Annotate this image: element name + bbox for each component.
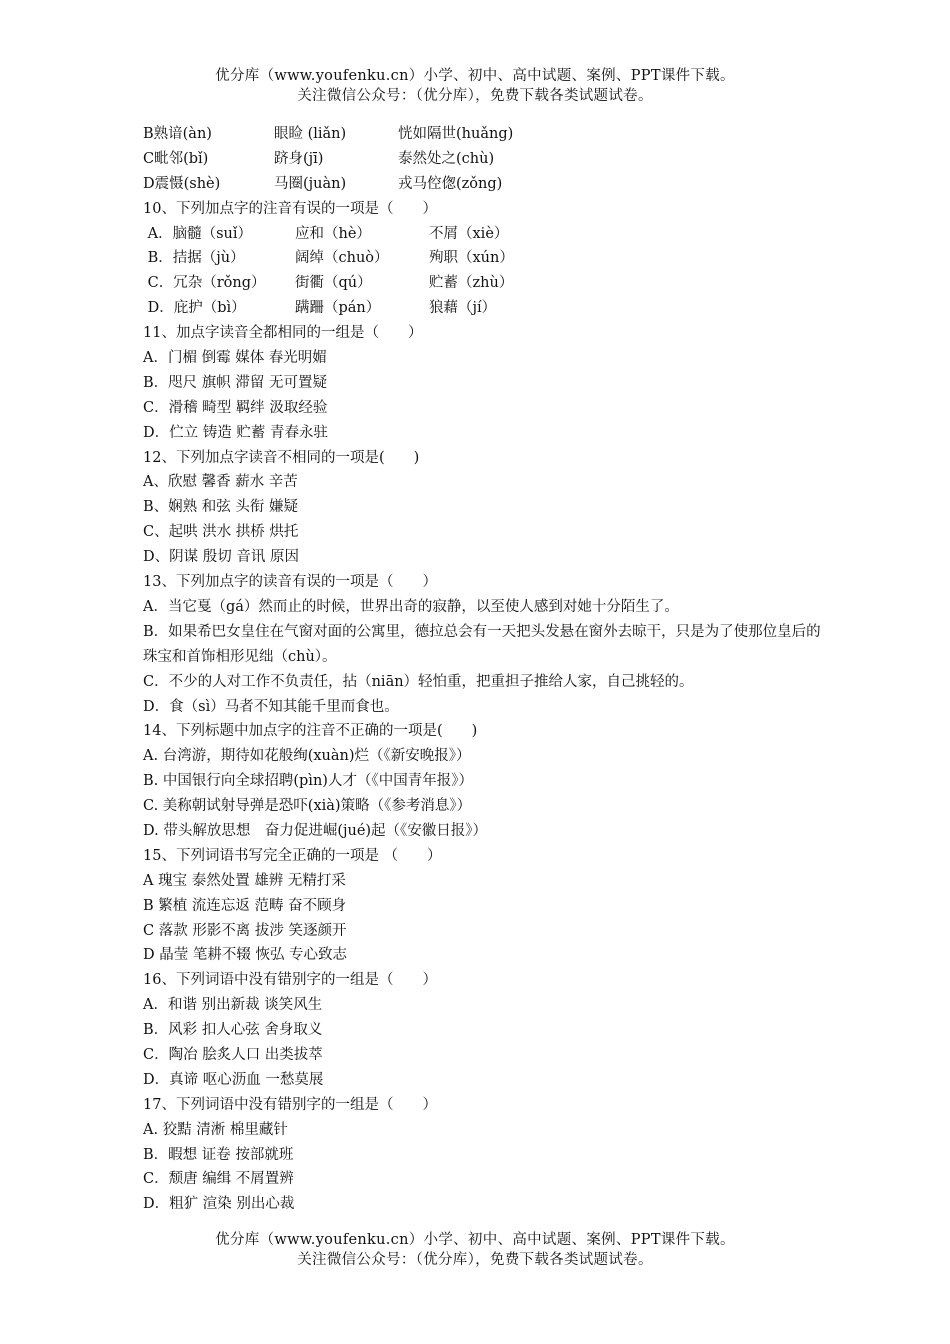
q11-option-b: B．咫尺 旗帜 滞留 无可置疑 [143,374,327,391]
q12-option-a: A、欣慰 馨香 薪水 辛苦 [143,474,298,491]
q12-option-b: B、娴熟 和弦 头衔 嫌疑 [143,499,298,516]
header-line-2: 关注微信公众号：（优分库），免费下载各类试题试卷。 [297,88,653,104]
q15-option-d: D 晶莹 笔耕不辍 恢弘 专心致志 [143,947,348,964]
q14-option-a: A. 台湾游，期待如花般绚(xuàn)烂（《新安晚报》） [143,748,471,765]
q14-option-d: D. 带头解放思想 奋力促进崛(jué)起（《安徽日报》） [143,822,488,839]
q14-stem: 14、下列标题中加点字的注音不正确的一项是( ) [143,723,478,740]
q15-option-c: C 落款 形影不离 拔涉 笑逐颜开 [143,922,347,939]
q16-option-c: C．陶冶 脍炙人口 出类拔萃 [143,1046,323,1063]
q11-option-d: D．伫立 铸造 贮蓄 青春永驻 [143,424,328,441]
page-footer [0,1230,950,1270]
q10-option-c: C．冗杂（rǒng） 街衢（qú） 贮蓄（zhù） [143,275,514,292]
q11-option-a: A．门楣 倒霉 媒体 春光明媚 [143,350,327,367]
q11-stem: 11、加点字读音全都相同的一组是（ ） [143,325,423,342]
q16-option-b: B．风彩 扣人心弦 舍身取义 [143,1022,323,1039]
q17-option-d: D．粗犷 渲染 别出心裁 [143,1196,295,1213]
q13-option-b: B．如果希巴女皇住在气窗对面的公寓里，德拉总会有一天把头发悬在窗外去晾干，只是为了使那位皇后的珠宝和首饰相形见绌（chù）。 [143,623,821,665]
q17-option-b: B．暇想 证卷 按部就班 [143,1146,294,1163]
q14-option-c: C. 美称朝试射导弹是恐吓(xià)策略（《参考消息》） [143,798,472,815]
q15-option-a: A 瑰宝 泰然处置 雄辨 无精打采 [143,872,346,889]
q14-option-b: B. 中国银行向全球招聘(pìn)人才（《中国青年报》） [143,773,473,790]
footer-line-2: 关注微信公众号：（优分库），免费下载各类试题试卷。 [297,1252,653,1268]
q10-option-d: D．庇护（bì） 蹒跚（pán） 狼藉（jí） [143,300,497,317]
page-header [0,66,950,106]
q10-option-a: A．脑髓（suǐ） 应和（hè） 不屑（xiè） [143,225,509,242]
q10-stem: 10、下列加点字的注音有误的一项是（ ） [143,200,437,217]
q10-option-b: B．拮据（jù） 阔绰（chuò） 殉职（xún） [143,250,514,267]
q9-option-d: D震慑(shè) 马圈(juàn) 戎马倥偬(zǒng) [143,175,503,192]
q17-option-c: C．颓唐 编缉 不屑置辨 [143,1171,294,1188]
q13-stem: 13、下列加点字的读音有误的一项是（ ） [143,574,437,591]
q12-option-c: C、起哄 洪水 拱桥 烘托 [143,524,299,541]
q15-option-b: B 繁植 流连忘返 范畴 奋不顾身 [143,897,347,914]
q17-option-a: A. 狡黠 清淅 棉里藏针 [143,1121,288,1138]
q16-option-d: D．真谛 呕心沥血 一愁莫展 [143,1071,324,1088]
q12-stem: 12、下列加点字读音不相同的一项是( ) [143,449,420,466]
q13-option-a: A．当它戛（gá）然而止的时候，世界出奇的寂静，以至使人感到对她十分陌生了。 [143,598,679,615]
q11-option-c: C．滑稽 畸型 羁绊 汲取经验 [143,399,328,416]
q17-stem: 17、下列词语中没有错别字的一组是（ ） [143,1096,437,1113]
header-line-1: 优分库（www.youfenku.cn）小学、初中、高中试题、案例、PPT课件下载。 [215,68,735,84]
question-content [143,122,823,1217]
q16-option-a: A．和谐 别出新裁 谈笑风生 [143,997,323,1014]
footer-line-1: 优分库（www.youfenku.cn）小学、初中、高中试题、案例、PPT课件下载。 [215,1232,735,1248]
q12-option-d: D、阴谋 殷切 音讯 原因 [143,549,299,566]
q13-option-d: D．食（sì）马者不知其能千里而食也。 [143,698,399,715]
q9-option-c: C毗邻(bǐ) 跻身(jī) 泰然处之(chù) [143,150,495,167]
q15-stem: 15、下列词语书写完全正确的一项是 （ ） [143,847,442,864]
q9-option-b: B熟谙(àn) 眼睑 (liǎn) 恍如隔世(huǎng) [143,126,514,142]
q13-option-c: C．不少的人对工作不负责任，拈（niān）轻怕重，把重担子推给人家，自己挑轻的。 [143,673,694,690]
q16-stem: 16、下列词语中没有错别字的一组是（ ） [143,972,437,989]
